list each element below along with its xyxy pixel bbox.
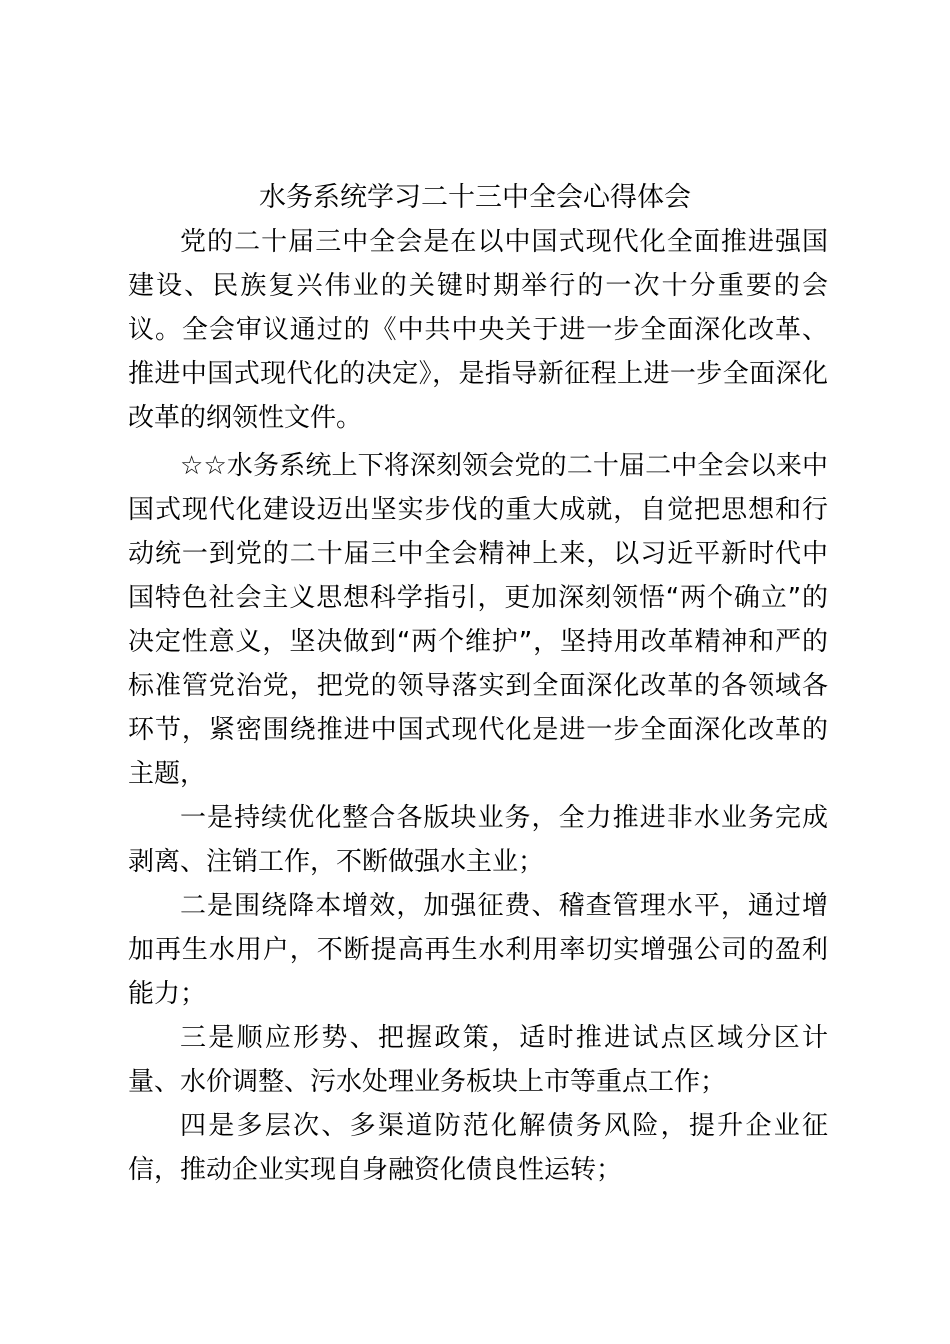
- document-title: 水务系统学习二十三中全会心得体会: [259, 182, 691, 213]
- paragraph-point-3: 三是顺应形势、把握政策，适时推进试点区域分区计量、水价调整、污水处理业务板块上市等重点工作；: [128, 1023, 828, 1097]
- paragraph-main: ☆☆水务系统上下将深刻领会党的二十届二中全会以来中国式现代化建设迈出坚实步伐的重大成就，自觉把思想和行动统一到党的二十届三中全会精神上来，以习近平新时代中国特色社会主义思想科学指引，更加深刻领悟“两个确立”的决定性意义，坚决做到“两个维护”，坚持用改革精神和严的标准管党治党，把党的领导落实到全面深化改革的各领域各环节，紧密围绕推进中国式现代化是进一步全面深化改革的主题，: [128, 451, 828, 789]
- paragraph-point-1: 一是持续优化整合各版块业务，全力推进非水业务完成剥离、注销工作，不断做强水主业；: [128, 803, 828, 877]
- paragraph-point-2: 二是围绕降本增效，加强征费、稽查管理水平，通过增加再生水用户，不断提高再生水利用率切实增强公司的盈利能力；: [128, 891, 828, 1009]
- paragraph-point-4: 四是多层次、多渠道防范化解债务风险，提升企业征信，推动企业实现自身融资化债良性运转；: [128, 1111, 828, 1185]
- document-body: [128, 220, 828, 1192]
- paragraph-intro: 党的二十届三中全会是在以中国式现代化全面推进强国建设、民族复兴伟业的关键时期举行的一次十分重要的会议。全会审议通过的《中共中央关于进一步全面深化改革、推进中国式现代化的决定》，是指导新征程上进一步全面深化改革的纲领性文件。: [128, 227, 828, 433]
